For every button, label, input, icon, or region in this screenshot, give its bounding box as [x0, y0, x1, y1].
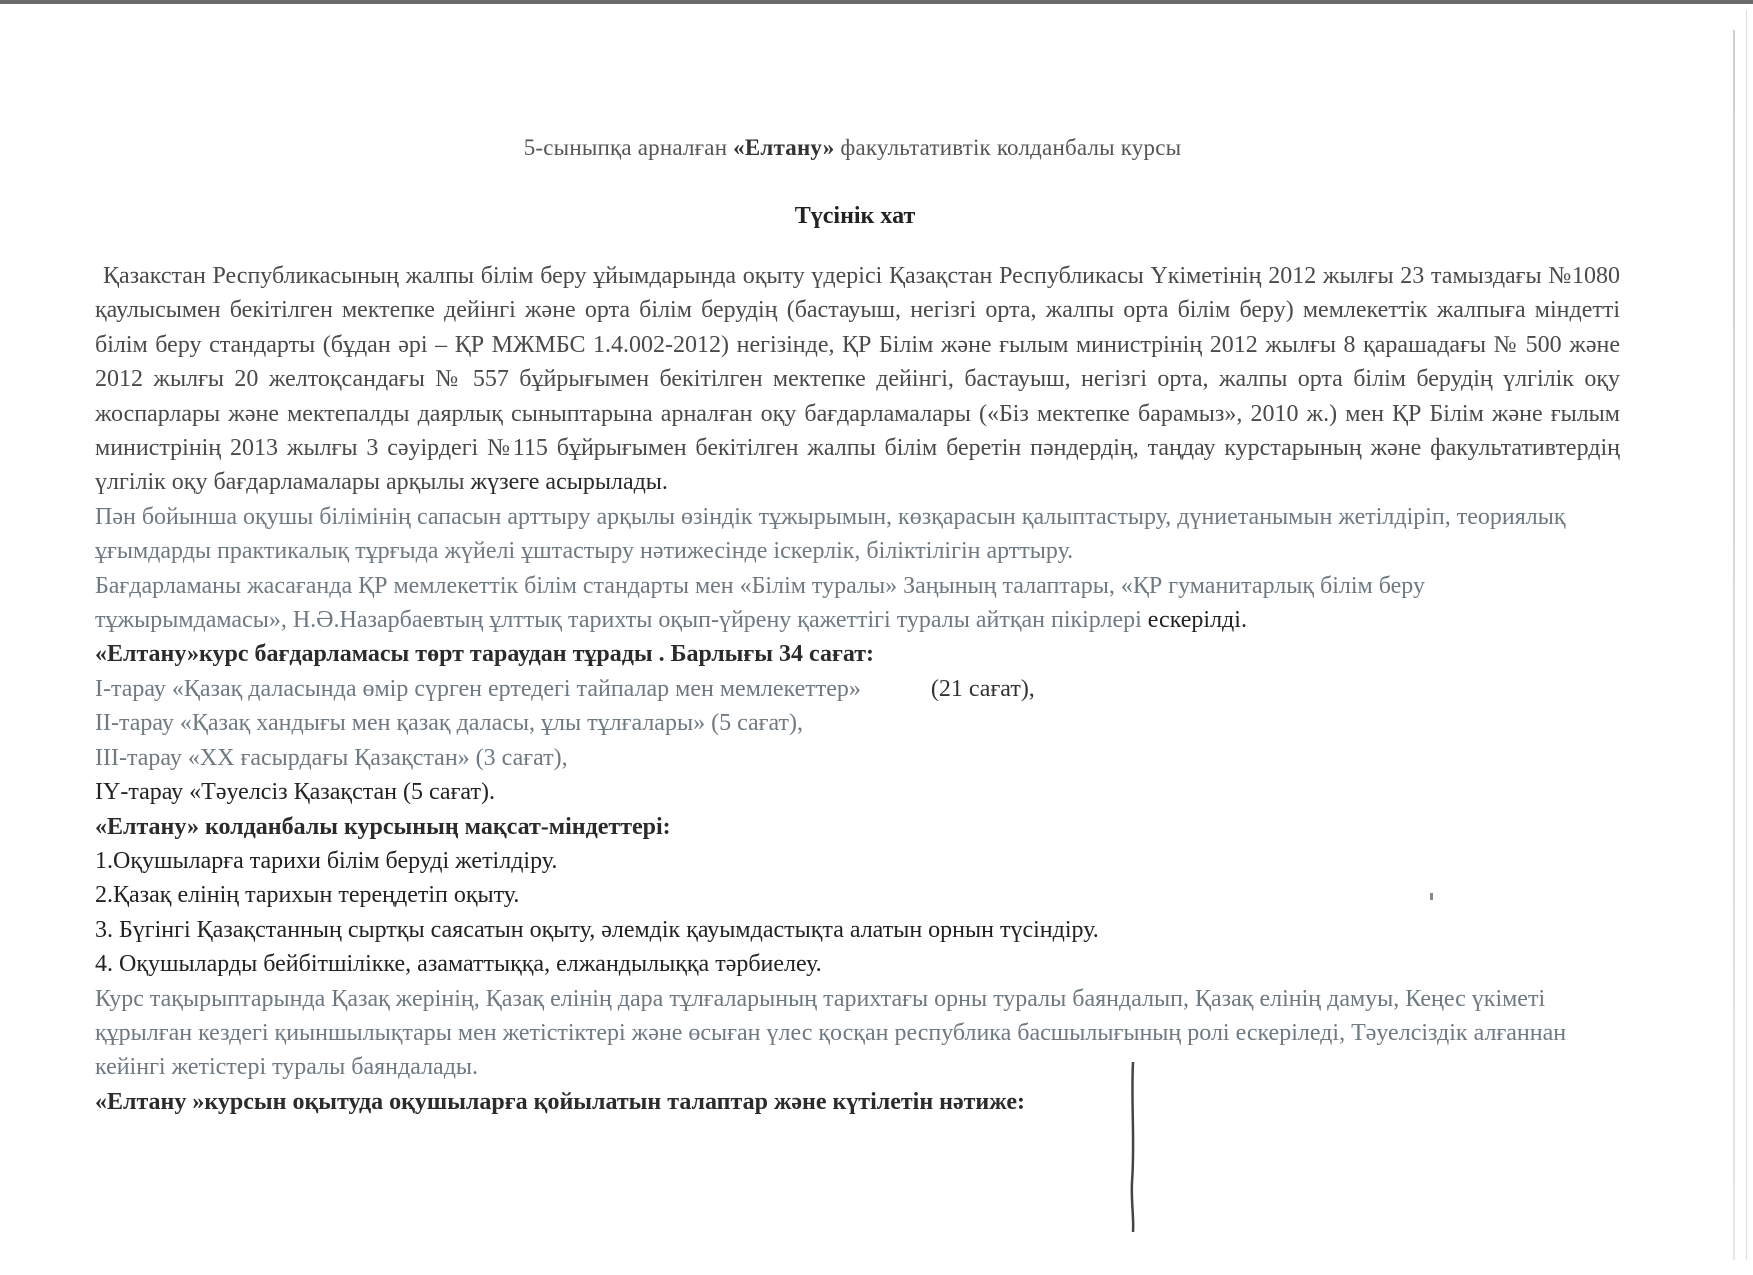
objective-item: 1.Оқушыларға тарихи білім беруді жетілдіру.: [95, 847, 558, 874]
objective-item: 3. Бүгінгі Қазақстанның сыртқы саясатын оқыту, әлемдік қауымдастықта алатын орнын түсіндіру.: [95, 916, 1099, 943]
intro-paragraph: [95, 259, 1620, 500]
standards-end: ескерілді.: [1147, 607, 1247, 634]
objective-item: 4. Оқушыларды бейбітшілікке, азаматтыққа, елжандылыққа тәрбиелеу.: [95, 951, 822, 978]
section-item: [95, 672, 1295, 706]
section-item: ІІІ-тарау «ХХ ғасырдағы Қазақстан» (3 сағат),: [95, 744, 568, 771]
section-label: І-тарау «Қазақ даласында өмір сүрген ертедегі тайпалар мен мемлекеттер»: [95, 675, 861, 702]
course-title: [0, 135, 1705, 161]
course-title-prefix: 5-сыныпқа арналған: [523, 135, 734, 160]
objective-item: 2.Қазақ елінің тарихын тереңдетіп оқыту.: [95, 882, 520, 909]
intro-text: Қазакстан Республикасының жалпы білім беру ұйымдарында оқыту үдерісі Қазақстан Республикасы Үкіметінің 2012 жылғы 23 тамыздағы №1080 қаулысымен бекітілген мектепке дейінгі және орта білім берудің (бастауыш, негізгі орта, жалпы орта білім беру) мемлекеттік жалпыға міндетті білім беру стандарты (бұдан әрі – ҚР МЖМБС 1.4.002-2012) негізінде, ҚР Білім және ғылым министрінің 2012 жылғы 8 қарашадағы № 500 және 2012 жылғы 20 желтоқсандағы № 557 бұйрығымен бекітілген мектепке дейінгі, бастауыш, негізгі орта, жалпы орта білім берудің үлгілік оқу жоспарлары және мектепалды даярлық сыныптарына арналған оқу бағдарламалары («Біз мектепке барамыз», 2010 ж.) мен ҚР Білім және ғылым министрінің 2013 жылғы 3 сәуірдегі №115 бұйрығымен бекітілген жалпы білім беретін пәндердің, таңдау курстарының және факультативтердің үлгілік оқу бағдарламалары арқылы: [95, 263, 1620, 496]
topics-paragraph: Курс тақырыптарында Қазақ жерінің, Қазақ елінің дара тұлғаларының тарихтағы орны туралы баяндалып, Қазақ елінің дамуы, Кеңес үкіметі құрылған кездегі қиыншылықтары мен жетістіктері және өсыған үлес қосқан республика басшылығының ролі ескеріледі, Тәуелсіздік алғаннан кейінгі жетістері туралы баяндалады.: [95, 985, 1567, 1081]
section-item: ІІ-тарау «Қазақ хандығы мен қазақ даласы, ұлы тұлғалары» (5 сағат),: [95, 710, 804, 737]
document-body: [95, 259, 1620, 1119]
scan-right-edge-outer: [1746, 10, 1747, 1260]
course-title-suffix: факультативтік колданбалы курсы: [834, 135, 1182, 160]
scan-right-edge: [1733, 30, 1735, 1260]
standards-paragraph: [95, 569, 1620, 638]
program-heading: «Елтану»курс бағдарламасы төрт тараудан тұрады . Барлығы 34 сағат:: [95, 641, 875, 668]
scan-top-edge: [0, 0, 1753, 4]
goal-paragraph: [95, 500, 1620, 569]
scan-dust-mark: [1430, 893, 1433, 900]
requirements-heading: «Елтану »курсын оқытуда оқушыларға қойылатын талаптар және күтілетін нәтиже:: [95, 1088, 1025, 1115]
course-title-name: «Елтану»: [733, 135, 835, 160]
standards-text: Бағдарламаны жасағанда ҚР мемлекеттік білім стандарты мен «Білім туралы» Заңының талаптары, «ҚР гуманитарлық білім беру тұжырымдамасы», Н.Ә.Назарбаевтың ұлттық тарихты оқып-үйрену қажеттігі туралы айтқан пікірлері: [95, 572, 1425, 634]
objectives-heading: «Елтану» колданбалы курсының мақсат-міндеттері:: [95, 813, 671, 840]
goal-text: Пән бойынша оқушы білімінің сапасын арттыру арқылы өзіндік тұжырымын, көзқарасын қалыптастыру, дүниетанымын жетілдіріп, теориялық ұғымдарды практикалық тұрғыда жүйелі ұштастыру нәтижесінде іскерлік, біліктілігін арттыру.: [95, 503, 1566, 565]
intro-end: жүзеге асырылады.: [470, 469, 668, 496]
section-item: ІҮ-тарау «Тәуелсіз Қазақстан (5 сағат).: [95, 779, 495, 806]
section-time: (21 сағат),: [930, 675, 1035, 702]
pen-stroke-mark: [1128, 1062, 1138, 1232]
document-heading: Түсінік хат: [794, 203, 916, 229]
